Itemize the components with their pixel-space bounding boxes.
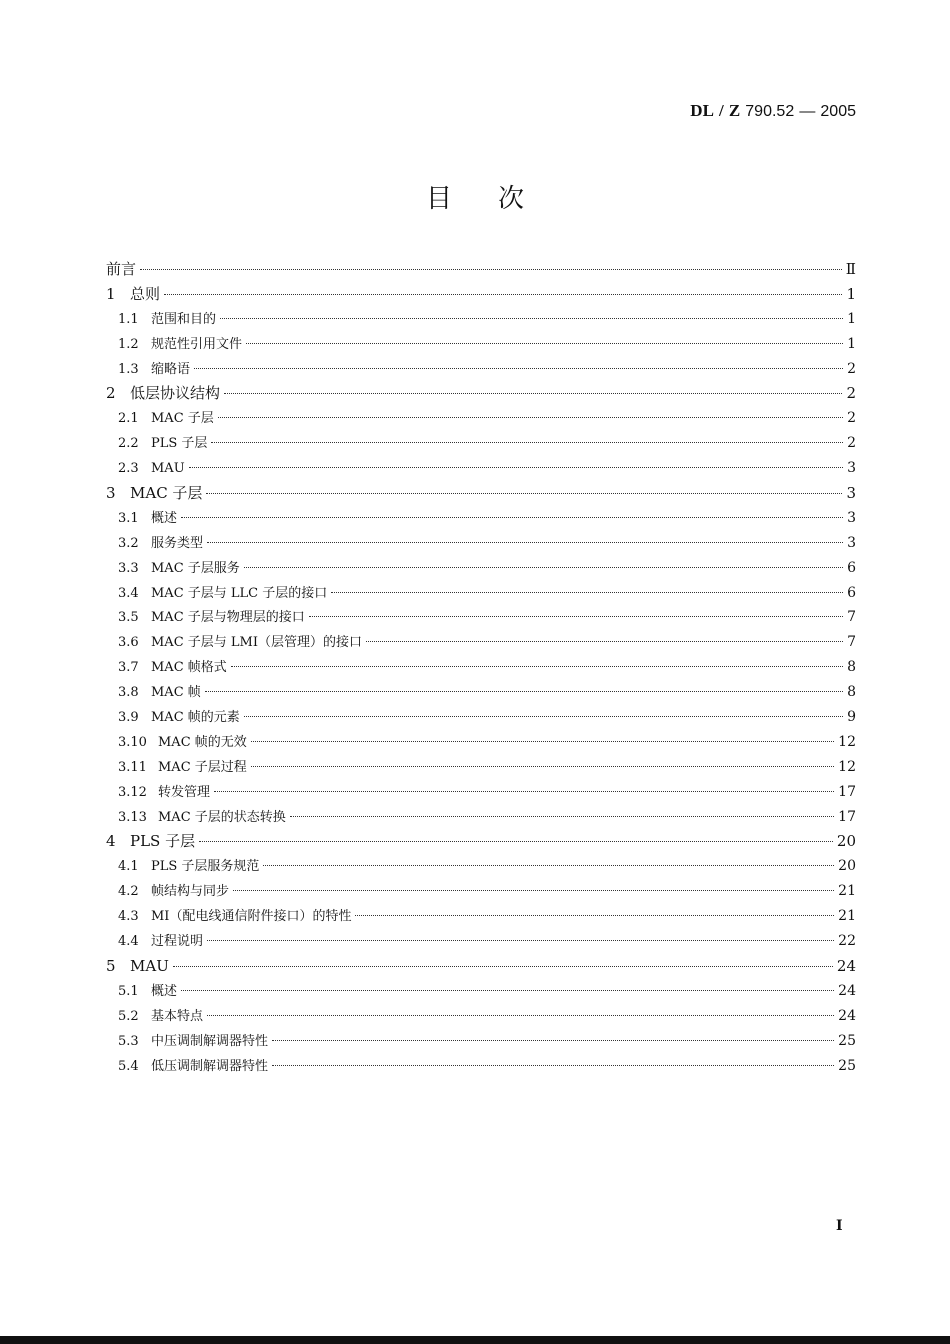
toc-leader-dots (205, 691, 843, 692)
toc-entry[interactable] (106, 456, 856, 481)
toc-entry-number: 2 (106, 384, 116, 403)
toc-leader-dots (246, 343, 843, 344)
toc-entry-label: 服务类型 (151, 535, 204, 551)
toc-entry-number: 1.2 (118, 336, 139, 352)
toc-entry-label: MAC 子层的状态转换 (158, 809, 286, 825)
toc-leader-dots (251, 741, 834, 742)
toc-leader-dots (206, 493, 842, 494)
toc-entry[interactable] (106, 780, 856, 805)
toc-entry[interactable] (106, 705, 856, 730)
toc-entry[interactable] (106, 979, 856, 1004)
toc-entry[interactable] (106, 357, 856, 382)
code-sep: / (719, 101, 724, 120)
toc-entry-label: 转发管理 (158, 784, 211, 800)
toc-entry-label: 帧结构与同步 (151, 884, 230, 900)
toc-entry[interactable] (106, 431, 856, 456)
toc-entry[interactable] (106, 1029, 856, 1054)
toc-leader-dots (214, 791, 834, 792)
toc-entry-page: Ⅱ (845, 260, 856, 278)
toc-entry-page: 2 (847, 410, 856, 427)
toc-entry[interactable] (106, 730, 856, 755)
toc-entry-label: MAC 子层 (151, 411, 214, 427)
toc-entry[interactable] (106, 332, 856, 357)
toc-entry-page: 2 (846, 384, 856, 403)
toc-entry-label: 低压调制解调器特性 (151, 1058, 269, 1074)
toc-leader-dots (207, 940, 834, 941)
toc-entry-number: 5.2 (118, 1008, 139, 1024)
toc-entry-number: 3.3 (118, 560, 139, 576)
toc-entry-page: 7 (847, 609, 856, 626)
toc-leader-dots (355, 915, 834, 916)
toc-leader-dots (207, 1015, 834, 1016)
toc-leader-dots (272, 1065, 834, 1066)
toc-leader-dots (181, 517, 843, 518)
toc-leader-dots (164, 294, 842, 295)
toc-entry[interactable] (106, 282, 856, 307)
page-title (0, 178, 950, 215)
toc-entry-label: 范围和目的 (151, 311, 217, 327)
toc-entry-label: PLS 子层服务规范 (151, 859, 260, 875)
toc-leader-dots (173, 966, 833, 967)
toc-entry-page: 17 (838, 783, 856, 800)
toc-entry-label: 概述 (151, 510, 178, 526)
toc-leader-dots (199, 841, 833, 842)
toc-entry-label: 缩略语 (151, 361, 191, 377)
toc-leader-dots (211, 442, 843, 443)
toc-entry-number: 2.2 (118, 436, 139, 452)
toc-entry-page: 25 (838, 1032, 856, 1049)
toc-entry[interactable] (106, 829, 856, 854)
toc-entry-page: 2 (847, 360, 856, 377)
toc-entry-number: 3.6 (118, 635, 139, 651)
toc-entry[interactable] (106, 556, 856, 581)
toc-entry-number: 2.3 (118, 461, 139, 477)
toc-entry-page: 21 (838, 883, 856, 900)
toc-entry-number: 3.8 (118, 685, 139, 701)
toc-entry-page: 3 (847, 534, 856, 551)
toc-entry-page: 1 (846, 284, 856, 303)
toc-leader-dots (244, 567, 843, 568)
toc-entry-page: 6 (847, 584, 856, 601)
toc-entry-label: MAC 帧的无效 (158, 734, 247, 750)
toc-leader-dots (218, 417, 843, 418)
toc-entry[interactable] (106, 954, 856, 979)
code-num: 790.52 (745, 103, 795, 120)
toc-entry-page: 1 (847, 310, 856, 327)
toc-leader-dots (207, 542, 843, 543)
toc-entry-page: 9 (847, 709, 856, 726)
toc-entry-label: 低层协议结构 (130, 384, 221, 403)
toc-leader-dots (309, 616, 843, 617)
toc-entry-number: 4.2 (118, 884, 139, 900)
toc-entry-number: 3.11 (118, 759, 147, 775)
toc-entry-page: 20 (838, 858, 856, 875)
toc-entry-number: 3.4 (118, 585, 139, 601)
toc-entry-label: MAC 帧格式 (151, 660, 227, 676)
toc-entry[interactable] (106, 406, 856, 431)
toc-entry-page: 2 (847, 435, 856, 452)
toc-leader-dots (244, 716, 843, 717)
toc-leader-dots (331, 592, 843, 593)
toc-entry-page: 24 (838, 982, 856, 999)
toc-entry[interactable] (106, 755, 856, 780)
toc-entry-number: 3.9 (118, 710, 139, 726)
toc-entry-label: MI（配电线通信附件接口）的特性 (151, 909, 352, 925)
toc-entry-page: 7 (847, 634, 856, 651)
toc-entry-page: 6 (847, 559, 856, 576)
toc-entry-number: 3.5 (118, 610, 139, 626)
toc-leader-dots (189, 467, 843, 468)
toc-entry-number: 5.1 (118, 983, 139, 999)
toc-entry-number: 4.3 (118, 909, 139, 925)
toc-entry[interactable] (106, 481, 856, 506)
toc-entry-label: 前言 (106, 260, 137, 278)
toc-entry[interactable] (106, 655, 856, 680)
toc-entry-number: 3.7 (118, 660, 139, 676)
toc-entry-page: 12 (838, 758, 856, 775)
toc-entry-page: 22 (838, 933, 856, 950)
toc-entry-number: 5 (106, 956, 116, 975)
toc-entry-label: MAC 子层与 LMI（层管理）的接口 (151, 635, 362, 651)
toc-entry[interactable] (106, 854, 856, 879)
toc-entry-page: 17 (838, 808, 856, 825)
toc-entry-label: PLS 子层 (130, 832, 196, 851)
toc-entry-number: 4.4 (118, 934, 139, 950)
toc-entry-number: 1.1 (118, 311, 139, 327)
toc-entry-number: 4 (106, 832, 116, 851)
toc-entry-page: 3 (846, 484, 856, 503)
toc-leader-dots (181, 990, 834, 991)
toc-entry[interactable] (106, 680, 856, 705)
toc-entry[interactable] (106, 929, 856, 954)
toc-entry-page: 8 (847, 659, 856, 676)
toc-leader-dots (290, 816, 834, 817)
toc-entry-label: 过程说明 (151, 934, 204, 950)
toc-entry-number: 1 (106, 284, 116, 303)
toc-entry-label: MAC 子层 (130, 484, 203, 503)
code-org: DL (690, 101, 714, 120)
toc-entry[interactable] (106, 630, 856, 655)
toc-entry-page: 3 (847, 509, 856, 526)
toc-entry[interactable] (106, 605, 856, 630)
toc-entry-number: 3 (106, 484, 116, 503)
toc-entry[interactable] (106, 531, 856, 556)
toc-entry[interactable] (106, 506, 856, 531)
title-char-2: 次 (498, 184, 525, 214)
toc-entry-number: 3.12 (118, 784, 147, 800)
toc-entry-label: 总则 (130, 284, 161, 303)
bottom-border (0, 1336, 950, 1344)
toc-leader-dots (233, 890, 834, 891)
toc-entry[interactable] (106, 581, 856, 606)
toc-leader-dots (263, 865, 834, 866)
toc-leader-dots (251, 766, 834, 767)
toc-entry[interactable] (106, 1054, 856, 1079)
toc-entry-label: MAU (151, 461, 185, 477)
toc-entry-number: 4.1 (118, 859, 139, 875)
toc-entry[interactable] (106, 879, 856, 904)
toc-entry-label: MAC 帧的元素 (151, 710, 240, 726)
toc-entry-label: MAC 子层与 LLC 子层的接口 (151, 585, 328, 601)
toc-entry-label: 中压调制解调器特性 (151, 1033, 269, 1049)
toc-entry-page: 24 (836, 956, 856, 975)
toc-entry-page: 3 (847, 460, 856, 477)
toc-entry[interactable] (106, 381, 856, 406)
toc-entry-page: 24 (838, 1007, 856, 1024)
page-number: I (836, 1218, 843, 1234)
toc-entry-label: 规范性引用文件 (151, 336, 243, 352)
code-type: Z (728, 101, 741, 120)
toc-entry[interactable] (106, 307, 856, 332)
document-code (690, 101, 856, 121)
toc-entry[interactable] (106, 805, 856, 830)
toc-leader-dots (366, 641, 843, 642)
toc-entry-number: 3.10 (118, 734, 147, 750)
code-dash: — (799, 103, 816, 120)
toc-entry-label: 概述 (151, 983, 178, 999)
toc-entry-page: 25 (838, 1057, 856, 1074)
toc-leader-dots (272, 1040, 834, 1041)
toc-entry-page: 12 (838, 733, 856, 750)
toc-leader-dots (140, 269, 842, 270)
toc-leader-dots (231, 666, 843, 667)
toc-entry-page: 21 (838, 908, 856, 925)
toc-entry-page: 20 (836, 832, 856, 851)
toc-entry-page: 8 (847, 684, 856, 701)
toc-entry-number: 3.2 (118, 535, 139, 551)
toc-entry-number: 5.3 (118, 1033, 139, 1049)
toc-entry-label: MAC 子层与物理层的接口 (151, 610, 305, 626)
toc-leader-dots (194, 368, 843, 369)
toc-entry-label: MAC 子层过程 (158, 759, 247, 775)
toc-entry-page: 1 (847, 335, 856, 352)
toc-entry[interactable] (106, 257, 856, 282)
toc-entry-label: PLS 子层 (151, 436, 208, 452)
table-of-contents (106, 257, 856, 1078)
toc-entry-label: MAC 帧 (151, 685, 201, 701)
toc-entry[interactable] (106, 1004, 856, 1029)
toc-entry-label: 基本特点 (151, 1008, 204, 1024)
toc-entry-label: MAU (130, 956, 169, 975)
toc-entry-number: 5.4 (118, 1058, 139, 1074)
code-year: 2005 (820, 103, 856, 120)
toc-entry-number: 1.3 (118, 361, 139, 377)
toc-entry-number: 3.13 (118, 809, 147, 825)
toc-entry-label: MAC 子层服务 (151, 560, 240, 576)
toc-entry-number: 3.1 (118, 510, 139, 526)
toc-leader-dots (220, 318, 843, 319)
toc-leader-dots (224, 393, 842, 394)
title-char-1: 目 (425, 184, 452, 214)
toc-entry-number: 2.1 (118, 411, 139, 427)
toc-entry[interactable] (106, 904, 856, 929)
